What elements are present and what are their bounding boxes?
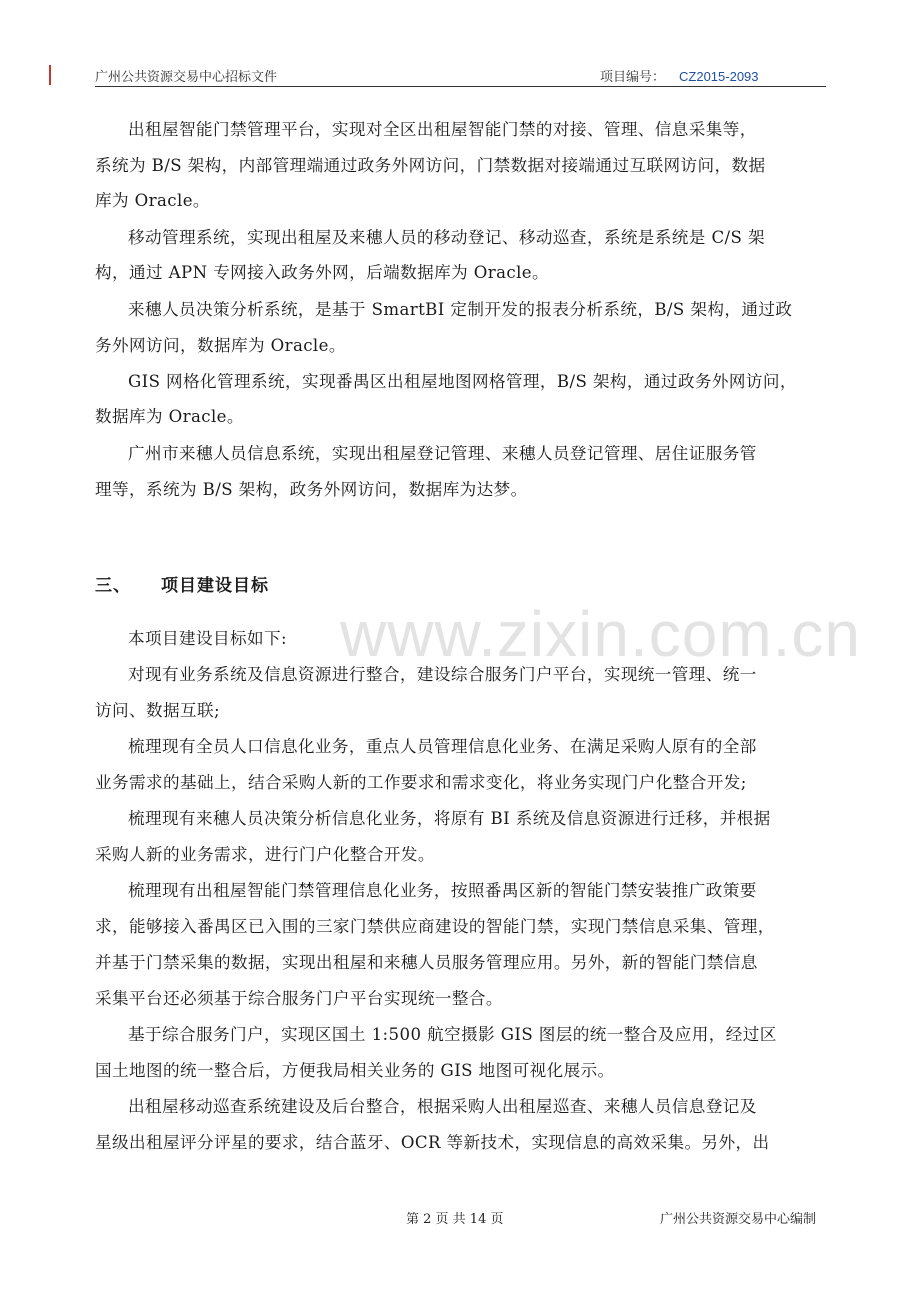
paragraph-line: 采购人新的业务需求，进行门户化整合开发。 [95, 845, 435, 864]
paragraph-line: 理等，系统为 B/S 架构，政务外网访问，数据库为达梦。 [95, 480, 528, 499]
paragraph-line: 星级出租屋评分评星的要求，结合蓝牙、OCR 等新技术，实现信息的高效采集。另外，出 [95, 1133, 770, 1152]
paragraph-line: 求，能够接入番禺区已入围的三家门禁供应商建设的智能门禁，实现门禁信息采集、管理， [95, 917, 775, 936]
paragraph-line: 对现有业务系统及信息资源进行整合，建设综合服务门户平台，实现统一管理、统一 [128, 665, 757, 684]
paragraph-line: 构，通过 APN 专网接入政务外网，后端数据库为 Oracle。 [95, 263, 550, 282]
footer-compiler: 广州公共资源交易中心编制 [660, 1212, 817, 1227]
paragraph-line: 本项目建设目标如下: [128, 629, 287, 648]
header-title: 广州公共资源交易中心招标文件 [95, 69, 278, 84]
margin-marker [49, 65, 51, 85]
paragraph-line: 国土地图的统一整合后，方便我局相关业务的 GIS 地图可视化展示。 [95, 1061, 615, 1080]
paragraph-line: GIS 网格化管理系统，实现番禺区出租屋地图网格管理，B/S 架构，通过政务外网访问， [128, 372, 797, 391]
paragraph-line: 并基于门禁采集的数据，实现出租屋和来穗人员服务管理应用。另外，新的智能门禁信息 [95, 953, 758, 972]
page-number: 第 2 页 共 14 页 [406, 1212, 504, 1227]
paragraph-line: 出租屋智能门禁管理平台，实现对全区出租屋智能门禁的对接、管理、信息采集等， [128, 120, 757, 139]
project-number-label: 项目编号： [600, 69, 666, 84]
project-number [600, 66, 759, 85]
paragraph-line: 访问、数据互联; [95, 701, 220, 720]
paragraph-line: 业务需求的基础上，结合采购人新的工作要求和需求变化，将业务实现门户化整合开发; [95, 773, 747, 792]
paragraph-line: 库为 Oracle。 [95, 191, 210, 210]
paragraph-line: 梳理现有来穗人员决策分析信息化业务，将原有 BI 系统及信息资源进行迁移，并根据 [128, 809, 771, 828]
paragraph-line: 数据库为 Oracle。 [95, 407, 244, 426]
paragraph-line: 梳理现有出租屋智能门禁管理信息化业务，按照番禺区新的智能门禁安装推广政策要 [128, 881, 757, 900]
paragraph-line: 系统为 B/S 架构，内部管理端通过政务外网访问，门禁数据对接端通过互联网访问，数据 [95, 156, 766, 175]
paragraph-line: 务外网访问，数据库为 Oracle。 [95, 336, 346, 355]
paragraph-line: 来穗人员决策分析系统，是基于 SmartBI 定制开发的报表分析系统，B/S 架构，通过政 [128, 300, 793, 319]
project-code: CZ2015-2093 [679, 69, 759, 84]
paragraph-line: 移动管理系统，实现出租屋及来穗人员的移动登记、移动巡查，系统是系统是 C/S 架 [128, 228, 765, 247]
page-header [95, 64, 826, 87]
section-heading [95, 571, 269, 596]
paragraph-line: 广州市来穗人员信息系统，实现出租屋登记管理、来穗人员登记管理、居住证服务管 [128, 444, 757, 463]
paragraph-line: 梳理现有全员人口信息化业务，重点人员管理信息化业务、在满足采购人原有的全部 [128, 737, 757, 756]
section-title: 项目建设目标 [161, 576, 269, 596]
paragraph-line: 采集平台还必须基于综合服务门户平台实现统一整合。 [95, 989, 503, 1008]
paragraph-line: 基于综合服务门户，实现区国土 1:500 航空摄影 GIS 图层的统一整合及应用，经过区 [128, 1025, 777, 1044]
section-number: 三、 [95, 576, 131, 596]
watermark: www.zixin.com.cn [340, 598, 861, 670]
paragraph-line: 出租屋移动巡查系统建设及后台整合，根据采购人出租屋巡查、来穗人员信息登记及 [128, 1097, 757, 1116]
